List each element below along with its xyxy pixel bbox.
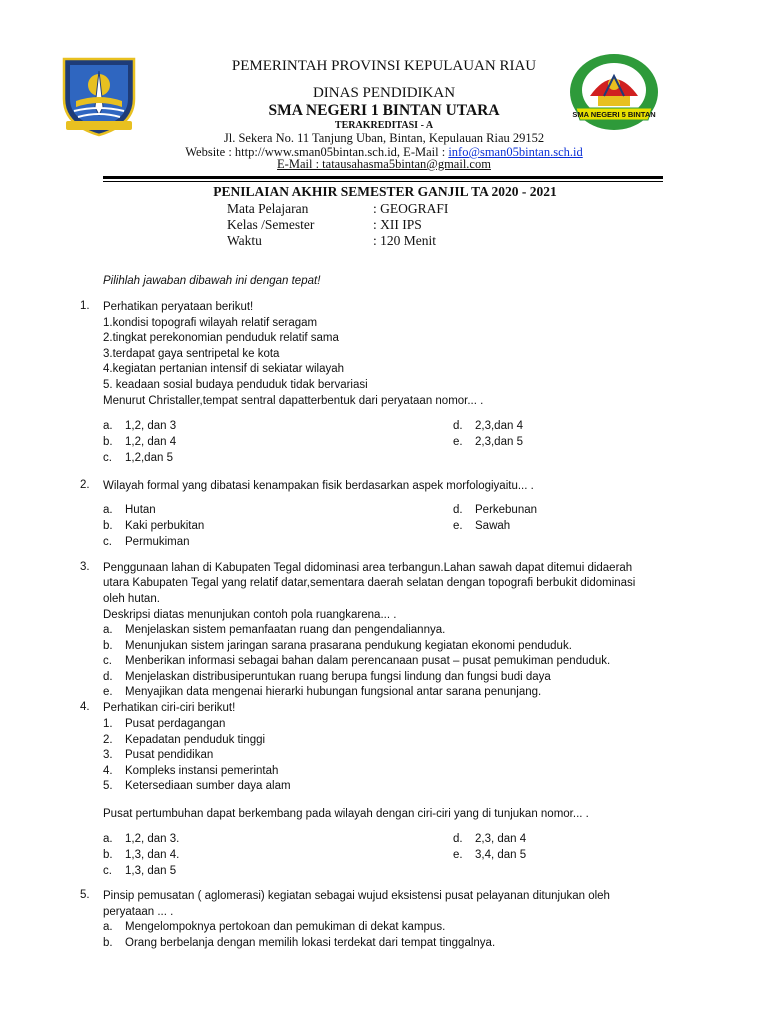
question-text: Perhatikan peryataan berikut! [103,301,254,313]
department-name: DINAS PENDIDIKAN [312,85,456,101]
question-prompt: Menurut Christaller,tempat sentral dapatterbentuk dari peryataan nomor... . [103,395,484,407]
option-a: a. 1,2, dan 3 [103,420,177,432]
list-item: 3. Pusat pendidikan [103,749,214,761]
question-text: Wilayah formal yang dibatasi kenampakan fisik berdasarkan aspek morfologiyaitu... . [103,480,534,492]
question-number: 2. [80,479,90,491]
option-e: e. 2,3,dan 5 [453,436,523,448]
option-e: e. Sawah [453,520,511,532]
list-item: 1. Pusat perdagangan [103,718,226,730]
question-number: 4. [80,701,90,713]
government-name: PEMERINTAH PROVINSI KEPULAUAN RIAU [231,58,537,74]
question-prompt: Deskripsi diatas menunjukan contoh pola ruangkarena... . [103,609,397,621]
option-e: e. Menyajikan data mengenai hierarki hubungan fungsional antar sarana penunjang. [103,686,542,698]
option-b: b. Kaki perbukitan [103,520,205,532]
accreditation: TERAKREDITASI - A [334,120,434,131]
statement: 4.kegiatan pertanian intensif di sekiatar wilayah [103,363,345,375]
option-d: d. 2,3, dan 4 [453,833,527,845]
statement: 3.terdapat gaya sentripetal ke kota [103,348,280,360]
letterhead [0,0,768,180]
question-text: Perhatikan ciri-ciri berikut! [103,702,236,714]
email-line: E-Mail : tatausahasma5bintan@gmail.com [277,157,491,171]
option-c: c. Permukiman [103,536,190,548]
school-emblem-icon [568,52,660,132]
logo-text: SMA NEGERI 5 BINTAN [572,110,656,119]
option-d: d. 2,3,dan 4 [453,420,523,432]
statement: 1.kondisi topografi wilayah relatif seragam [103,317,318,329]
header-divider-thick [103,176,663,179]
address: Jl. Sekera No. 11 Tanjung Uban, Bintan, Kepulauan Riau 29152 [223,131,545,145]
option-a: a. Mengelompoknya pertokoan dan pemukiman di dekat kampus. [103,921,446,933]
question-text: peryataan ... . [103,906,174,918]
option-c: c. 1,3, dan 5 [103,865,177,877]
exam-title: PENILAIAN AKHIR SEMESTER GANJIL TA 2020 - 2021 [213,184,557,199]
option-d: d. Perkebunan [453,504,538,516]
website-text: Website : http://www.sman05bintan.sch.id, E-Mail : [185,145,449,159]
option-c: c. 1,2,dan 5 [103,452,173,464]
question-text: Penggunaan lahan di Kabupaten Tegal didominasi area terbangun.Lahan sawah dapat ditemui didaerah [103,562,633,574]
question-text: utara Kabupaten Tegal yang relatif datar,sementara daerah selatan dengan topografi berbukit didominasi [103,577,636,589]
option-e: e. 3,4, dan 5 [453,849,527,861]
list-item: 2. Kepadatan penduduk tinggi [103,734,266,746]
statement: 2.tingkat perekonomian penduduk relatif sama [103,332,339,344]
question-prompt: Pusat pertumbuhan dapat berkembang pada wilayah dengan ciri-ciri yang di tunjukan nomor... . [103,808,589,820]
question-number: 3. [80,561,90,573]
question-text: Pinsip pemusatan ( aglomerasi) kegiatan sebagai wujud eksistensi pusat pelayanan ditunjukan oleh [103,890,610,902]
question-number: 1. [80,300,90,312]
header-divider-thin [103,181,663,182]
question-number: 5. [80,889,90,901]
option-b: b. 1,2, dan 4 [103,436,177,448]
option-c: c. Menberikan informasi sebagai bahan dalam perencanaan pusat – pusat pemukiman penduduk. [103,655,611,667]
school-name: SMA NEGERI 1 BINTAN UTARA [268,102,500,119]
option-a: a. Hutan [103,504,156,516]
email-link[interactable]: info@sman05bintan.sch.id [448,145,583,159]
provincial-emblem-icon [58,55,140,137]
option-a: a. Menjelaskan sistem pemanfaatan ruang dan pengendaliannya. [103,624,446,636]
option-b: b. Orang berbelanja dengan memilih lokasi terdekat dari tempat tinggalnya. [103,937,496,949]
list-item: 5. Ketersediaan sumber daya alam [103,780,291,792]
question-text: oleh hutan. [103,593,160,605]
statement: 5. keadaan sosial budaya penduduk tidak bervariasi [103,379,368,391]
list-item: 4. Kompleks instansi pemerintah [103,765,279,777]
option-a: a. 1,2, dan 3. [103,833,180,845]
option-b: b. 1,3, dan 4. [103,849,180,861]
option-d: d. Menjelaskan distribusiperuntukan ruang berupa fungsi lindung dan fungsi budi daya [103,671,551,683]
option-b: b. Menunjukan sistem jaringan sarana prasarana pendukung kegiatan ekonomi penduduk. [103,640,572,652]
instruction: Pilihlah jawaban dibawah ini dengan tepat! [103,275,321,287]
